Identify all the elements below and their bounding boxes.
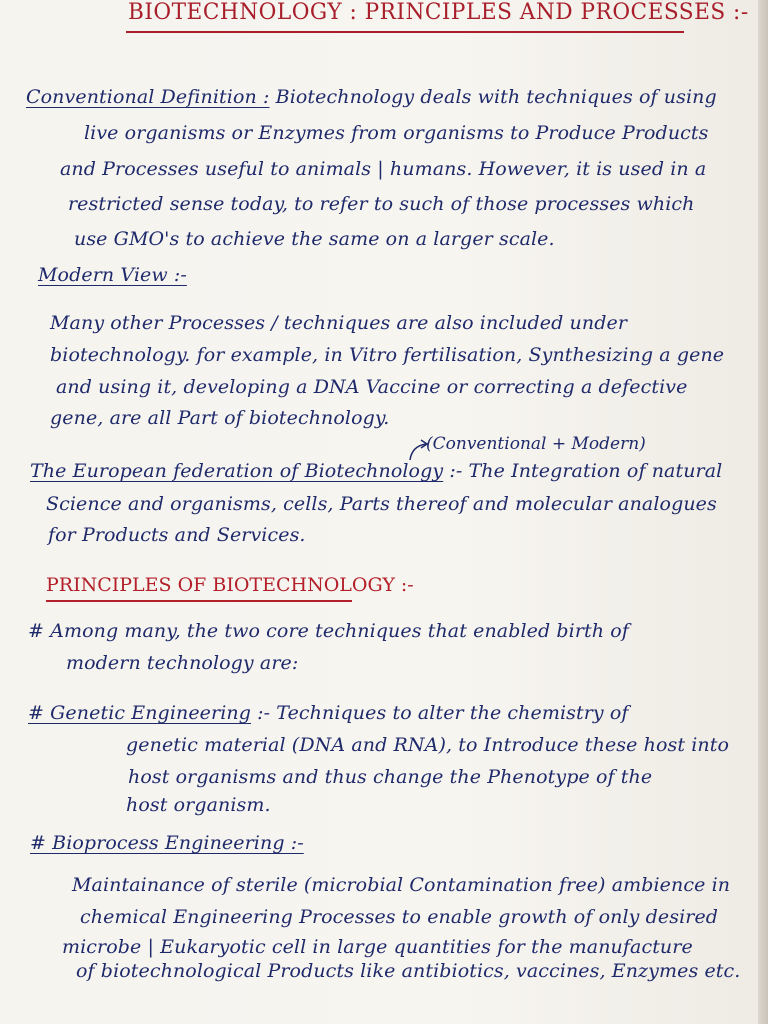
principles-underline	[46, 600, 352, 602]
efb-line: Science and organisms, cells, Parts thereof and molecular analogues	[46, 493, 717, 515]
page-edge	[758, 0, 768, 1024]
efb-block-line-1	[30, 460, 722, 482]
conventional-line: live organisms or Enzymes from organisms to Produce Products	[84, 122, 709, 144]
bioprocess-line: microbe | Eukaryotic cell in large quantities for the manufacture	[62, 936, 693, 958]
conventional-line: Biotechnology deals with techniques of using	[275, 86, 717, 108]
conventional-line: and Processes useful to animals | humans. However, it is used in a	[60, 158, 707, 180]
modern-line: biotechnology. for example, in Vitro fertilisation, Synthesizing a gene	[50, 344, 725, 366]
principles-heading: PRINCIPLES OF BIOTECHNOLOGY :-	[46, 574, 414, 596]
conventional-block-line-1	[26, 86, 717, 108]
bioprocess-line: of biotechnological Products like antibiotics, vaccines, Enzymes etc.	[76, 960, 741, 982]
principles-intro-line: # Among many, the two core techniques that enabled birth of	[28, 620, 629, 642]
efb-line: :- The Integration of natural	[449, 460, 723, 482]
bioprocess-line: Maintainance of sterile (microbial Contamination free) ambience in	[72, 874, 731, 896]
principles-intro-line: modern technology are:	[66, 652, 299, 674]
efb-heading: The European federation of Biotechnology	[30, 460, 444, 482]
bioprocess-line: chemical Engineering Processes to enable growth of only desired	[80, 906, 719, 928]
genetic-line: host organism.	[126, 794, 271, 816]
modern-line: gene, are all Part of biotechnology.	[50, 407, 390, 429]
efb-line: for Products and Services.	[48, 524, 306, 546]
conventional-heading: Conventional Definition :	[26, 86, 270, 108]
genetic-line: :- Techniques to alter the chemistry of	[257, 702, 629, 724]
page-title: BIOTECHNOLOGY : PRINCIPLES AND PROCESSES :-	[128, 0, 749, 25]
bioprocess-heading: # Bioprocess Engineering :-	[30, 832, 304, 854]
conventional-line: use GMO's to achieve the same on a larger scale.	[74, 228, 555, 250]
genetic-line: genetic material (DNA and RNA), to Introduce these host into	[126, 734, 730, 756]
efb-annotation: (Conventional + Modern)	[426, 434, 646, 454]
conventional-line: restricted sense today, to refer to such of those processes which	[68, 193, 695, 215]
modern-line: and using it, developing a DNA Vaccine or correcting a defective	[56, 376, 688, 398]
modern-line: Many other Processes / techniques are also included under	[50, 312, 628, 334]
genetic-line: host organisms and thus change the Phenotype of the	[128, 766, 653, 788]
title-underline	[126, 31, 684, 33]
genetic-heading: # Genetic Engineering	[28, 702, 251, 724]
genetic-block-line-1	[28, 702, 629, 724]
modern-heading: Modern View :-	[38, 264, 187, 286]
